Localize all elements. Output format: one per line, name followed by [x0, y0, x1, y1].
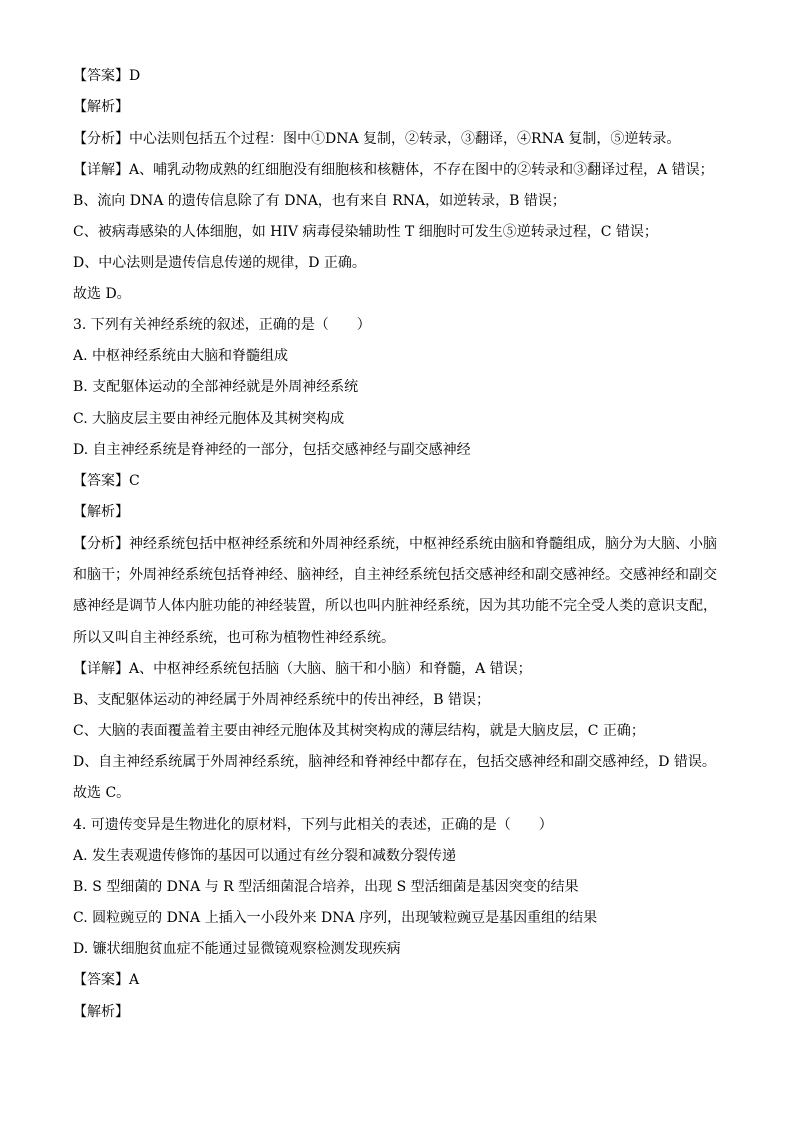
analysis-text: 所以又叫自主神经系统，也可称为植物性神经系统。: [73, 630, 395, 646]
analysis-heading: 【解析】: [73, 1004, 129, 1020]
detail-text: 【详解】A、中枢神经系统包括脑（大脑、脑干和小脑）和脊髓，A 错误；: [73, 661, 532, 677]
conclusion-line: 故选 D。: [73, 286, 131, 302]
detail-text: C、被病毒感染的人体细胞，如 HIV 病毒侵染辅助性 T 细胞时可发生⑤逆转录过程，C 错误；: [73, 224, 658, 240]
option-d: D. 镰状细胞贫血症不能通过显微镜观察检测发现疾病: [73, 941, 401, 957]
conclusion-line: 故选 C。: [73, 785, 131, 801]
option-c: C. 大脑皮层主要由神经元胞体及其树突构成: [73, 411, 345, 427]
option-d: D. 自主神经系统是脊神经的一部分，包括交感神经与副交感神经: [73, 442, 471, 458]
question-stem: 3. 下列有关神经系统的叙述，正确的是（ ）: [73, 317, 371, 333]
option-b: B. 支配躯体运动的全部神经就是外周神经系统: [73, 379, 359, 395]
analysis-text: 【分析】神经系统包括中枢神经系统和外周神经系统，中枢神经系统由脑和脊髓组成，脑分为大脑、小脑: [73, 536, 717, 552]
detail-text: D、中心法则是遗传信息传递的规律，D 正确。: [73, 255, 366, 271]
option-a: A. 发生表观遗传修饰的基因可以通过有丝分裂和减数分裂传递: [73, 848, 457, 864]
analysis-text: 和脑干；外周神经系统包括脊神经、脑神经，自主神经系统包括交感神经和副交感神经。交感神经和副交: [73, 567, 717, 583]
analysis-text: 感神经是调节人体内脏功能的神经装置，所以也叫内脏神经系统，因为其功能不完全受人类的意识支配，: [73, 598, 717, 614]
detail-text: B、流向 DNA 的遗传信息除了有 DNA，也有来自 RNA，如逆转录，B 错误；: [73, 193, 566, 209]
detail-text: D、自主神经系统属于外周神经系统，脑神经和脊神经中都存在，包括交感神经和副交感神经，D 错误。: [73, 754, 716, 770]
answer-line: 【答案】A: [73, 972, 140, 988]
answer-line: 【答案】D: [73, 68, 141, 84]
detail-text: 【详解】A、哺乳动物成熟的红细胞没有细胞核和核糖体，不存在图中的②转录和③翻译过程，A 错误；: [73, 162, 714, 178]
question-stem: 4. 可遗传变异是生物进化的原材料，下列与此相关的表述，正确的是（ ）: [73, 817, 553, 833]
option-a: A. 中枢神经系统由大脑和脊髓组成: [73, 348, 289, 364]
analysis-heading: 【解析】: [73, 504, 129, 520]
analysis-text: 【分析】中心法则包括五个过程：图中①DNA 复制，②转录，③翻译，④RNA 复制，⑤逆转录。: [73, 131, 681, 147]
option-c: C. 圆粒豌豆的 DNA 上插入一小段外来 DNA 序列，出现皱粒豌豆是基因重组的结果: [73, 910, 598, 926]
option-b: B. S 型细菌的 DNA 与 R 型活细菌混合培养，出现 S 型活细菌是基因突变的结果: [73, 879, 579, 895]
detail-text: B、支配躯体运动的神经属于外周神经系统中的传出神经，B 错误；: [73, 692, 491, 708]
detail-text: C、大脑的表面覆盖着主要由神经元胞体及其树突构成的薄层结构，就是大脑皮层，C 正确；: [73, 723, 645, 739]
analysis-heading: 【解析】: [73, 99, 129, 115]
answer-line: 【答案】C: [73, 473, 140, 489]
